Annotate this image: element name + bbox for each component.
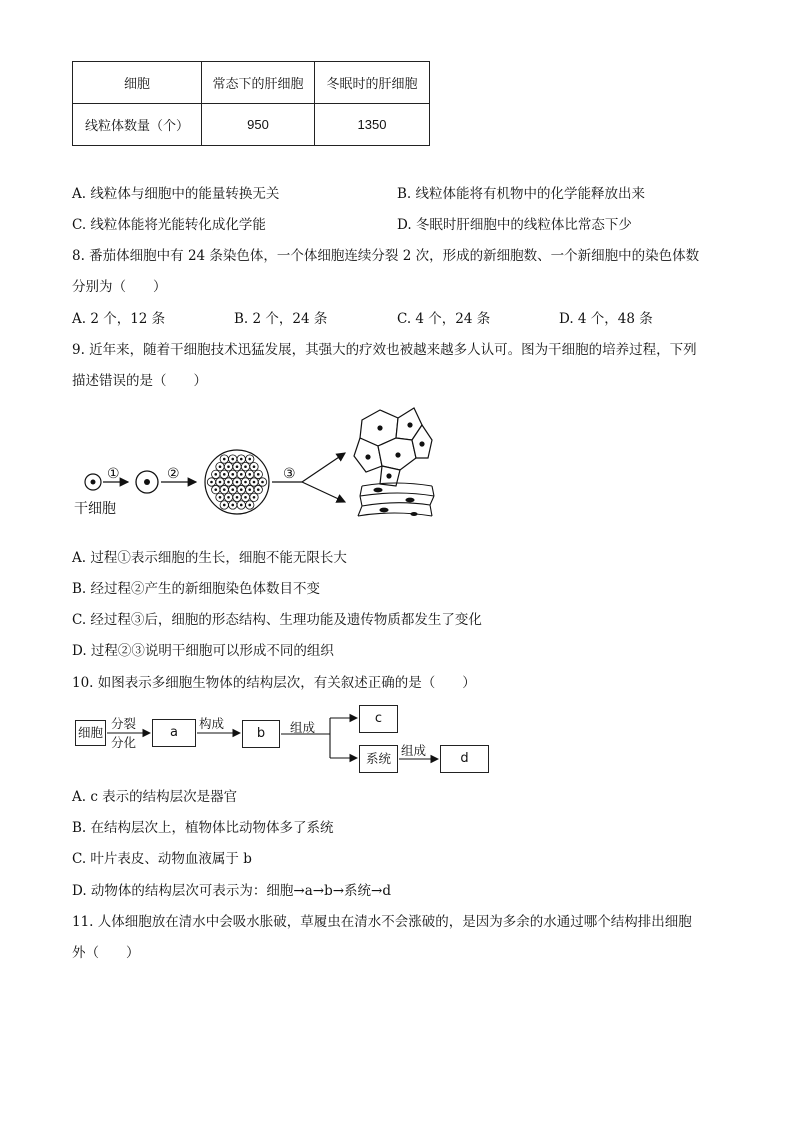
q8-option-c: C. 4 个，24 条 [397,311,491,327]
q8-option-b: B. 2 个，24 条 [234,311,328,327]
q9-stem-line1: 9. 近年来，随着干细胞技术迅猛发展，其强大的疗效也被越来越多人认可。图为干细胞的培养过程，下列 [72,342,697,358]
q11-stem-line2: 外（ ） [72,945,140,961]
stem-cell-caption: 干细胞 [74,501,116,517]
cell-box: 细胞 [75,720,106,746]
table-header-cell: 冬眠时的肝细胞 [315,62,430,104]
q8-stem-line2: 分别为（ ） [72,279,167,295]
q9-option-c: C. 经过程③后，细胞的形态结构、生理功能及遗传物质都发生了变化 [72,612,482,628]
system-box: 系统 [359,745,398,773]
q7-option-b: B. 线粒体能将有机物中的化学能释放出来 [397,186,646,202]
step3-label: ③ [283,466,296,482]
split-label: 分裂 [111,716,137,731]
table-cell: 线粒体数量（个） [73,104,202,146]
q10-option-d: D. 动物体的结构层次可表示为：细胞→a→b→系统→d [72,883,392,899]
q10-option-b: B. 在结构层次上，植物体比动物体多了系统 [72,820,334,836]
compose-label-1: 组成 [290,720,316,735]
level-a-box: a [152,719,196,747]
form-label: 构成 [199,716,225,731]
table-cell: 1350 [315,104,430,146]
q11-stem-line1: 11. 人体细胞放在清水中会吸水胀破，草履虫在清水不会涨破的，是因为多余的水通过哪个结构排出细胞 [72,914,692,930]
step2-label: ② [167,466,180,482]
q8-option-a: A. 2 个，12 条 [72,311,166,327]
step1-label: ① [107,466,120,482]
q8-stem-line1: 8. 番茄体细胞中有 24 条染色体，一个体细胞连续分裂 2 次，形成的新细胞数、一个新细胞中的染色体数 [72,248,700,264]
q10-option-c: C. 叶片表皮、动物血液属于 b [72,851,252,867]
level-d-box: d [440,745,489,773]
q7-option-c: C. 线粒体能将光能转化成化学能 [72,217,266,233]
table-header-cell: 细胞 [73,62,202,104]
compose-label-2: 组成 [401,743,427,758]
level-b-box: b [242,720,280,748]
q9-option-a: A. 过程①表示细胞的生长，细胞不能无限长大 [72,550,347,566]
q10-option-a: A. c 表示的结构层次是器官 [72,789,238,805]
differentiate-label: 分化 [111,735,137,750]
q10-stem: 10. 如图表示多细胞生物体的结构层次，有关叙述正确的是（ ） [72,675,476,691]
q9-option-d: D. 过程②③说明干细胞可以形成不同的组织 [72,643,334,659]
q7-option-d: D. 冬眠时肝细胞中的线粒体比常态下少 [397,217,632,233]
table-cell: 950 [202,104,315,146]
q9-option-b: B. 经过程②产生的新细胞染色体数目不变 [72,581,321,597]
table-header-cell: 常态下的肝细胞 [202,62,315,104]
level-c-box: c [359,705,398,733]
q8-option-d: D. 4 个，48 条 [559,311,653,327]
q9-stem-line2: 描述错误的是（ ） [72,373,207,389]
q7-option-a: A. 线粒体与细胞中的能量转换无关 [72,186,280,202]
